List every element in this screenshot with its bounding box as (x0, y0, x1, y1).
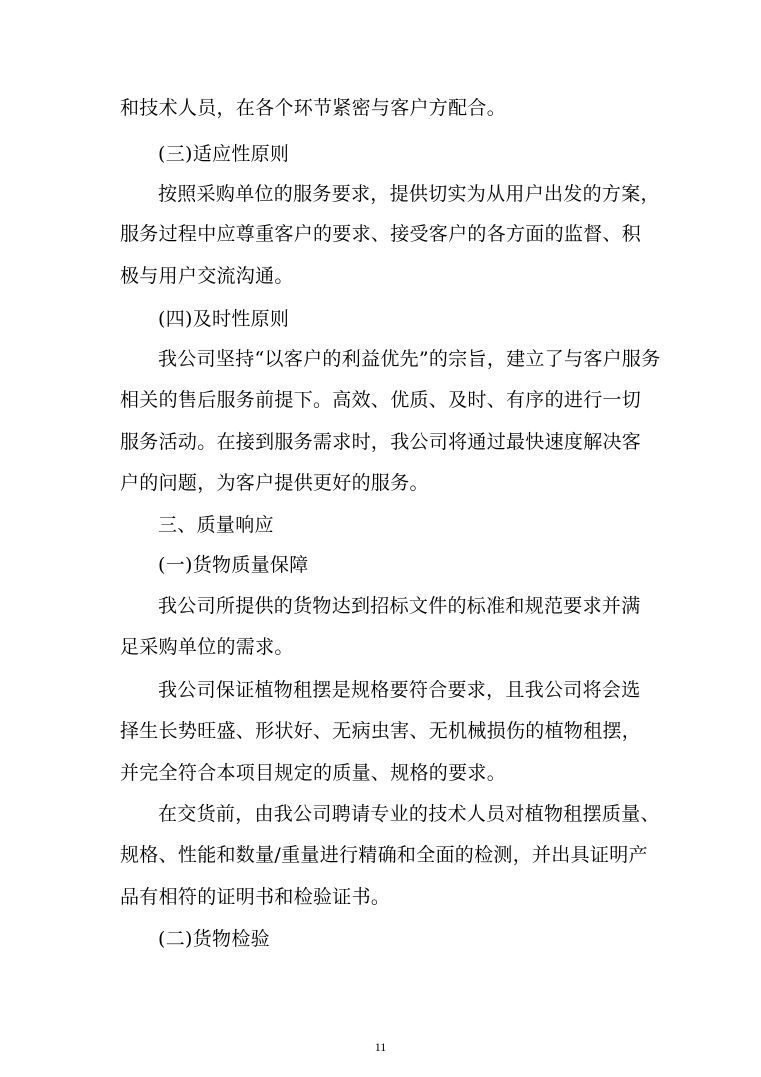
paragraph-line: 品有相符的证明书和检验证书。 (120, 886, 391, 908)
paragraph-line: 规格、性能和数量/重量进行精确和全面的检测，并出具证明产 (120, 844, 648, 866)
paragraph-line: 并完全符合本项目规定的质量、规格的要求。 (120, 762, 507, 784)
section-heading: 三、质量响应 (158, 514, 274, 536)
paragraph-line: 和技术人员，在各个环节紧密与客户方配合。 (120, 97, 507, 119)
paragraph-line: 服务过程中应尊重客户的要求、接受客户的各方面的监督、积 (120, 223, 642, 245)
paragraph-line: 极与用户交流沟通。 (120, 265, 294, 287)
paragraph-line: 相关的售后服务前提下。高效、优质、及时、有序的进行一切 (120, 389, 642, 411)
section-heading: (一)货物质量保障 (158, 554, 309, 576)
paragraph-line: 择生长势旺盛、形状好、无病虫害、无机械损伤的植物租摆， (120, 720, 642, 742)
paragraph-line: 在交货前，由我公司聘请专业的技术人员对植物租摆质量、 (158, 803, 660, 825)
paragraph-line: 我公司所提供的货物达到招标文件的标准和规范要求并满 (158, 595, 641, 617)
paragraph-line: 服务活动。在接到服务需求时，我公司将通过最快速度解决客 (120, 431, 642, 453)
section-heading: (四)及时性原则 (158, 308, 290, 330)
paragraph-line: 按照采购单位的服务要求，提供切实为从用户出发的方案， (158, 183, 660, 205)
section-heading: (三)适应性原则 (158, 143, 290, 165)
paragraph-line: 足采购单位的需求。 (120, 636, 294, 658)
paragraph-line: 户的问题，为客户提供更好的服务。 (120, 472, 429, 494)
paragraph-line: 我公司保证植物租摆是规格要符合要求，且我公司将会选 (158, 679, 641, 701)
page-number: 11 (374, 1040, 387, 1054)
section-heading: (二)货物检验 (158, 928, 270, 950)
paragraph-line: 我公司坚持“以客户的利益优先”的宗旨，建立了与客户服务 (158, 348, 661, 370)
